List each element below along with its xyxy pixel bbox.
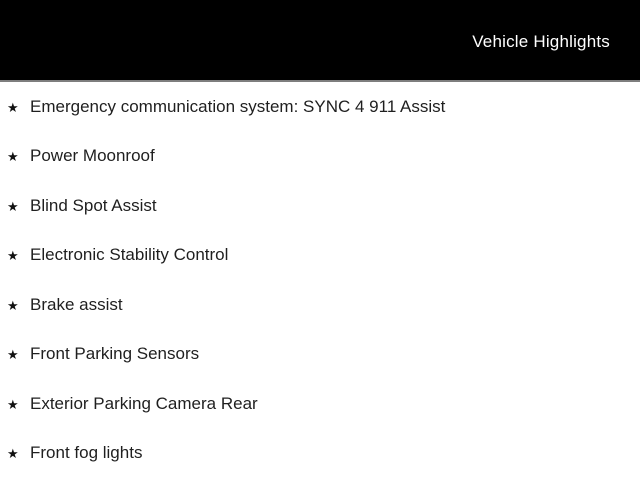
list-item <box>0 379 640 429</box>
highlight-label: Emergency communication system: SYNC 4 911 Assist <box>30 96 446 116</box>
star-icon: ★ <box>7 198 19 214</box>
list-item <box>0 231 640 281</box>
star-icon: ★ <box>7 248 19 264</box>
highlights-list <box>0 82 640 480</box>
star-icon: ★ <box>7 396 19 412</box>
star-icon: ★ <box>7 99 19 115</box>
list-item <box>0 429 640 479</box>
list-item <box>0 330 640 380</box>
page-title: Vehicle Highlights <box>472 31 610 51</box>
list-item <box>0 280 640 330</box>
star-icon: ★ <box>7 446 19 462</box>
highlight-label: Brake assist <box>30 294 123 314</box>
list-item <box>0 132 640 182</box>
highlight-label: Electronic Stability Control <box>30 245 229 265</box>
highlight-label: Exterior Parking Camera Rear <box>30 393 258 413</box>
header-bar <box>0 0 640 80</box>
list-item <box>0 82 640 132</box>
star-icon: ★ <box>7 149 19 165</box>
list-item <box>0 181 640 231</box>
highlight-label: Front fog lights <box>30 443 143 463</box>
star-icon: ★ <box>7 297 19 313</box>
highlight-label: Front Parking Sensors <box>30 344 200 364</box>
star-icon: ★ <box>7 347 19 363</box>
highlight-label: Power Moonroof <box>30 146 155 166</box>
highlight-label: Blind Spot Assist <box>30 195 157 215</box>
